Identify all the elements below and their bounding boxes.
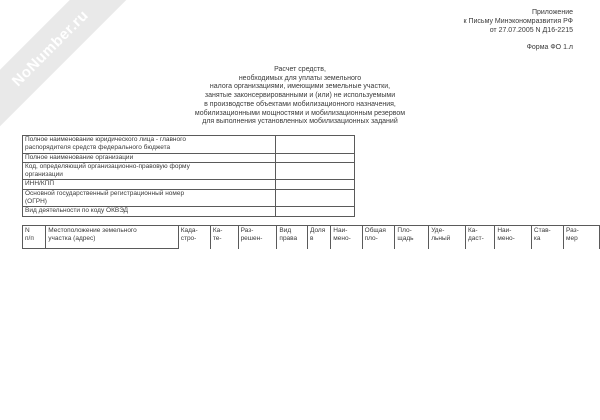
land-table-header-cell: Став- ка — [531, 226, 563, 249]
land-table-header-row — [23, 226, 600, 249]
land-table-header-cell: Када- стро- — [178, 226, 210, 249]
info-label-cell: Основной государственный регистрационный номер (ОГРН) — [23, 189, 276, 207]
info-value-cell — [276, 162, 355, 180]
land-table-header-cell: Наи- мено- — [331, 226, 362, 249]
info-row — [23, 162, 355, 180]
land-table-header-cell: Местоположение земельного участка (адрес) — [46, 226, 178, 249]
document-title: Расчет средств, необходимых для уплаты земельного налога организациями, имеющими земельные участки, занятые законсервированными и (или) не используемыми в производстве объектами мобилизационного назначения, мобилизационными мощностями и мобилизационным резервом для выполнения установленных мобилизационных заданий — [194, 66, 406, 126]
info-value-cell — [276, 153, 355, 162]
land-table-header-cell: Раз- решен- — [238, 226, 277, 249]
land-table-header-cell: Уде- льный — [429, 226, 466, 249]
land-table-header-cell: Раз- мер — [564, 226, 600, 249]
land-table-header-cell: Пло- щадь — [395, 226, 429, 249]
appendix-note-lines: Приложение к Письму Минэкономразвития РФ от 27.07.2005 N Д16-2215 — [463, 9, 573, 34]
watermark-text: NoNumber.ru — [8, 6, 92, 90]
land-table-header-cell: Ка- даст- — [465, 226, 494, 249]
info-value-cell — [276, 189, 355, 207]
info-label-cell: Вид деятельности по коду ОКВЭД — [23, 207, 276, 216]
info-row — [23, 207, 355, 216]
info-label-cell: Полное наименование организации — [23, 153, 276, 162]
land-table-header-cell: Вид права — [277, 226, 308, 249]
land-parcels-table — [22, 225, 600, 249]
land-table-header-cell: Общая пло- — [362, 226, 395, 249]
land-table-header-cell: Ка- те- — [210, 226, 238, 249]
info-row — [23, 136, 355, 154]
info-value-cell — [276, 136, 355, 154]
info-value-cell — [276, 207, 355, 216]
land-table-header-cell: Наи- мено- — [495, 226, 532, 249]
land-table-header-cell: Доля в — [307, 226, 330, 249]
info-value-cell — [276, 180, 355, 189]
info-row — [23, 180, 355, 189]
info-row — [23, 189, 355, 207]
info-row — [23, 153, 355, 162]
form-number-label: Форма ФО 1.л — [526, 44, 573, 52]
info-label-cell: Код, определяющий организационно-правовую форму организации — [23, 162, 276, 180]
appendix-note — [463, 9, 573, 53]
organization-info-table — [22, 135, 355, 217]
info-label-cell: ИНН/КПП — [23, 180, 276, 189]
land-table-header-cell: N п/п — [23, 226, 46, 249]
info-label-cell: Полное наименование юридического лица - главного распорядителя средств федерального бюджета — [23, 136, 276, 154]
